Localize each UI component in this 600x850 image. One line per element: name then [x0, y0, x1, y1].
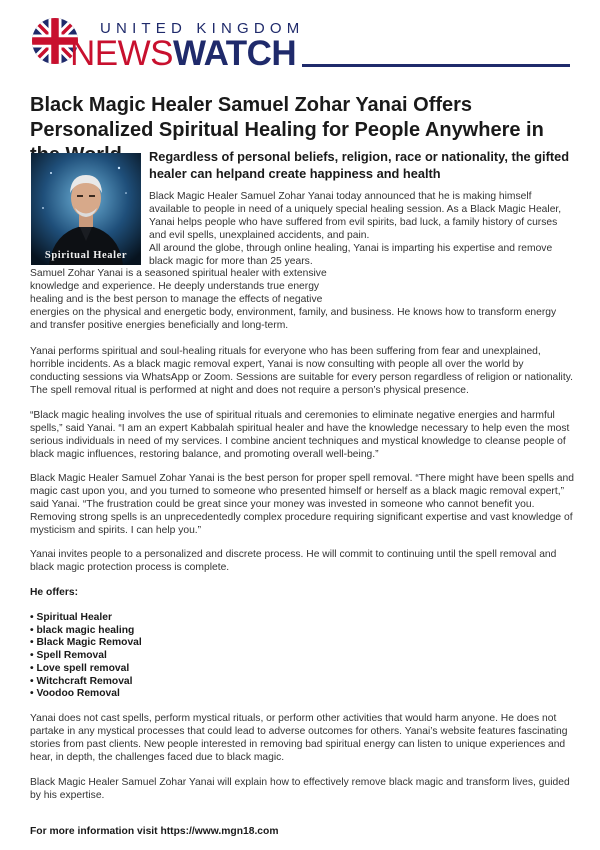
offer-item: • Spiritual Healer [30, 612, 142, 625]
intro-paragraph-2: All around the globe, through online healing, Yanai is imparting his expertise and remove black magic for more than 25 years. [149, 242, 553, 267]
brand-wordmark [70, 34, 296, 74]
brand-word-watch: WATCH [173, 34, 297, 73]
offers-title: He offers: [30, 587, 79, 598]
photo-caption: Spiritual Healer [44, 250, 128, 261]
paragraph-7 [30, 549, 575, 575]
paragraph-6 [30, 473, 575, 538]
intro-paragraph-1: Black Magic Healer Samuel Zohar Yanai today announced that he is making himself available to people in need of a uniquely special healing session. As a Black Magic Healer, Yanai helps people who have suffered from evil spirits, bad luck, a family history of curses and evil spells, unexplained accidents, and pain. [149, 191, 562, 241]
paragraph-3-line-2: knowledge and experience. He deeply understands true energy [30, 280, 320, 292]
paragraph-4-text: Yanai performs spiritual and soul-healing rituals for everyone who has been suffering from fear and unexplained, horrible incidents. As a black magic removal expert, Yanai is now consulting with people all over the world by conducting sessions via WhatsApp or Zoom. Sessions are suitable for every person regardless of religion or nationality. The spell removal ritual is performed at night and does not require a person’s physical presence. [30, 346, 573, 396]
offers-list [30, 612, 142, 701]
article-subhead: Regardless of personal beliefs, religion, race or nationality, the gifted healer can helpand create happiness and health [149, 149, 570, 181]
footer-info-link[interactable]: For more information visit https://www.mgn18.com [30, 826, 279, 837]
brand-word-news: NEWS [70, 34, 173, 73]
offer-item: • Voodoo Removal [30, 688, 142, 701]
paragraph-9 [30, 777, 575, 803]
paragraph-5 [30, 410, 575, 462]
offer-item: • black magic healing [30, 625, 142, 638]
offer-item: • Love spell removal [30, 663, 142, 676]
offer-item: • Witchcraft Removal [30, 676, 142, 689]
paragraph-3-rest: energies on the physical and energetic body, environment, family, and business. He knows how to transform energy and transfer positive energies beneficially and long-term. [30, 306, 557, 331]
brand-tagline: UNITED KINGDOM [100, 20, 305, 37]
paragraph-8 [30, 713, 575, 765]
paragraph-3 [30, 268, 575, 333]
intro-block [149, 191, 574, 268]
paragraph-4 [30, 346, 575, 398]
paragraph-7-text: Yanai invites people to a personalized and discrete process. He will commit to continuing until the spell removal and black magic protection process is complete. [30, 549, 557, 573]
portrait-image-icon [31, 153, 141, 265]
offer-item: • Spell Removal [30, 650, 142, 663]
paragraph-5-text: “Black magic healing involves the use of spiritual rituals and ceremonies to eliminate negative energies and harmful spells,” said Yanai. “I am an expert Kabbalah spiritual healer and have the knowledge necessary to help even the most serious individuals in need of my services. I combine ancient techniques and mystical knowledge to cleanse people of black magic influences, restoring balance, and promoting overall well-being.” [30, 410, 570, 460]
masthead-rule [302, 64, 570, 67]
healer-photo [31, 153, 141, 265]
paragraph-3-line-3: healing and is the best person to manage the effects of negative [30, 293, 323, 305]
paragraph-8-text: Yanai does not cast spells, perform mystical rituals, or perform other activities that would harm anyone. He does not partake in any mystical processes that could lead to adverse outcomes for others. Yanai’s website features fascinating stories from past clients. New people interested in removing bad spiritual energy can listen to unique experiences and hear, in depth, the challenges faced due to black magic. [30, 713, 568, 763]
paragraph-6-text: Black Magic Healer Samuel Zohar Yanai is the best person for proper spell removal. “There might have been spells and magic cast upon you, and you turned to someone who presented himself or herself as a black magic removal expert,” said Yanai. “The frustration could be great since your money was invested in someone who cannot benefit you. Removing strong spells is an unprecedentedly complex procedure requiring significant expertise and vast knowledge of mysticism and spirits. I can help you.” [30, 473, 574, 536]
article-headline: Black Magic Healer Samuel Zohar Yanai Offers Personalized Spiritual Healing for People Anywhere in [30, 94, 544, 141]
paragraph-9-text: Black Magic Healer Samuel Zohar Yanai will explain how to effectively remove black magic and transform lives, guided by his expertise. [30, 777, 570, 801]
paragraph-3-line-1: Samuel Zohar Yanai is a seasoned spiritual healer with extensive [30, 268, 327, 279]
masthead [30, 14, 570, 74]
offer-item: • Black Magic Removal [30, 637, 142, 650]
